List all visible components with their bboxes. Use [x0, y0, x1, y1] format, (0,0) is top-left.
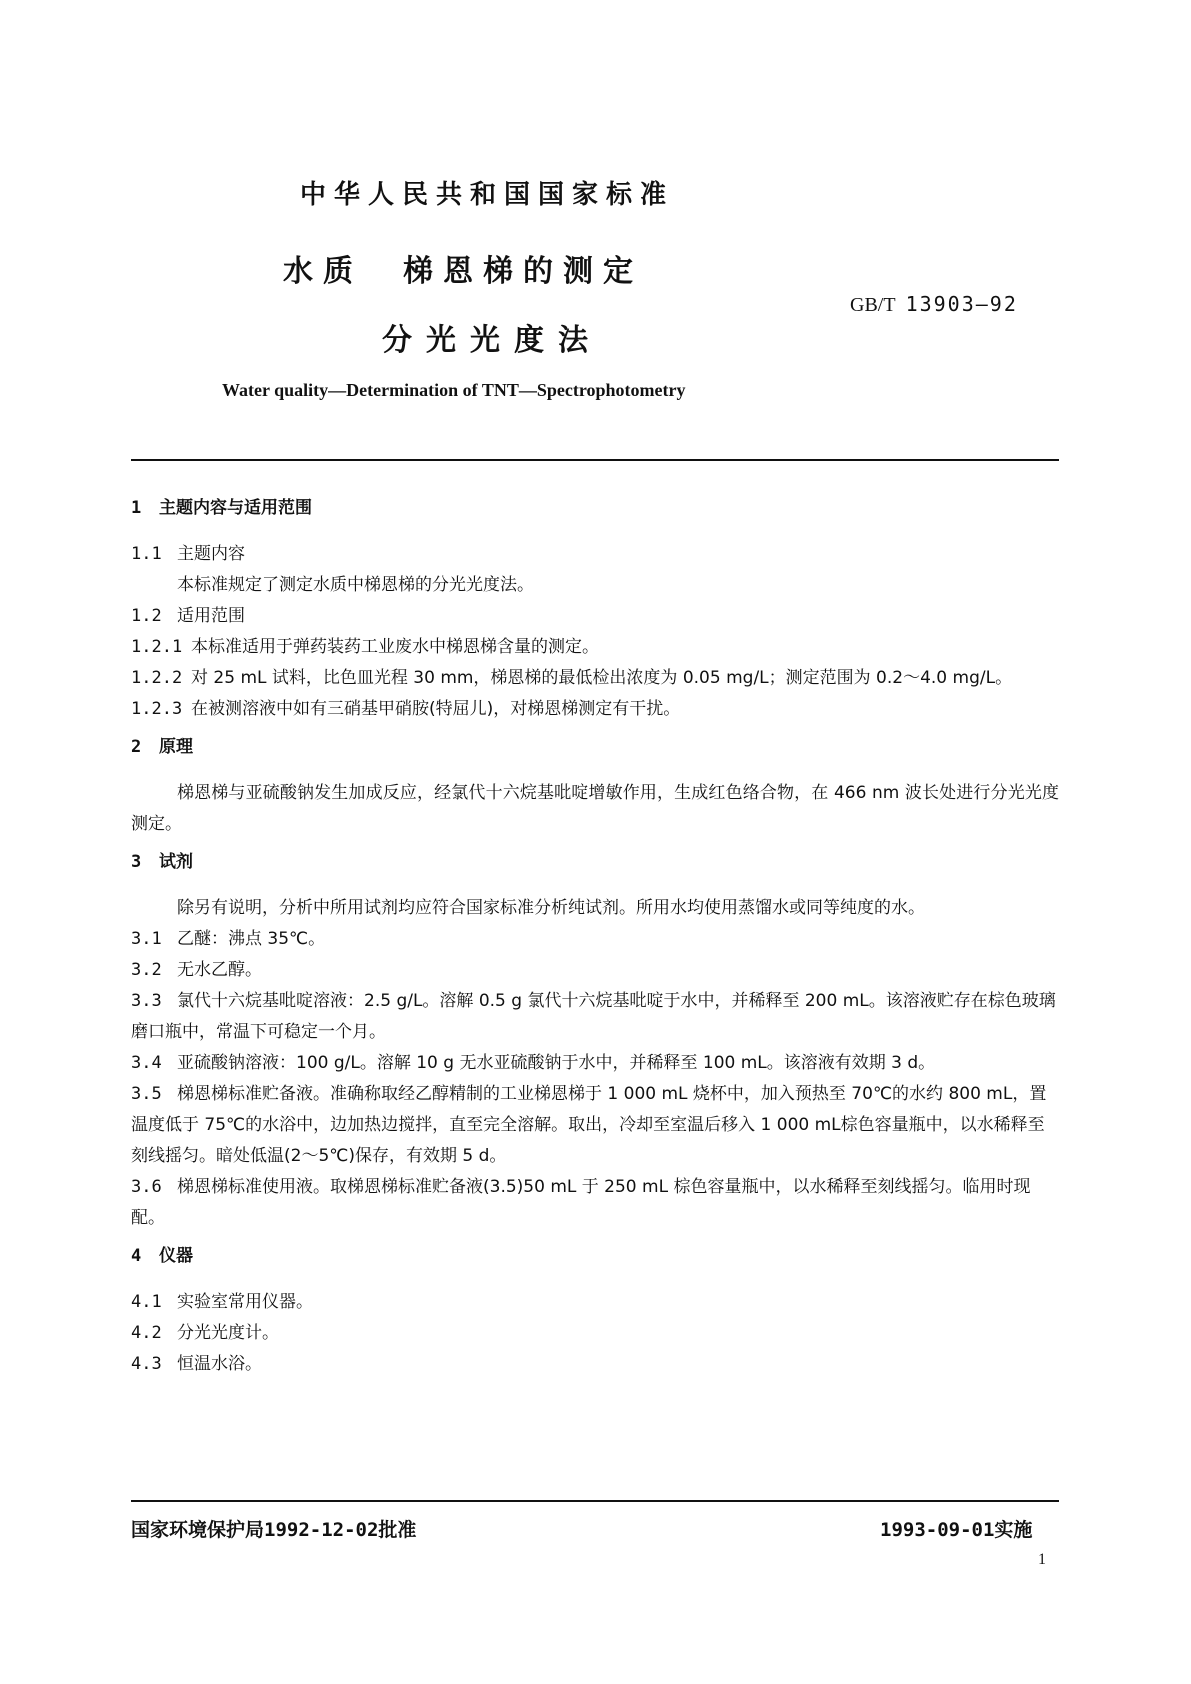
- document-body: [131, 493, 1059, 1380]
- clause-text: 在被测溶液中如有三硝基甲硝胺(特屈儿)，对梯恩梯测定有干扰。: [191, 699, 681, 719]
- clause-text: 实验室常用仪器。: [177, 1292, 313, 1312]
- approval-date: 1992-12-02: [264, 1519, 379, 1541]
- clause-text: 乙醚：沸点 35℃。: [177, 929, 326, 949]
- clause-3-5: [131, 1079, 1059, 1172]
- clause-1-1-heading: [131, 539, 1059, 570]
- approval-org: 国家环境保护局: [131, 1519, 265, 1541]
- section-4-heading: [131, 1241, 1059, 1272]
- clause-3-4: [131, 1048, 1059, 1079]
- clause-number: 1.2.3: [131, 699, 183, 719]
- approval-info: [131, 1515, 416, 1542]
- section-1-heading: [131, 493, 1059, 524]
- clause-number: 1.2: [131, 606, 162, 626]
- standard-type-heading: 中华人民共和国国家标准: [300, 180, 675, 210]
- clause-1-1-text: 本标准规定了测定水质中梯恩梯的分光光度法。: [177, 575, 534, 595]
- section-title: 主题内容与适用范围: [159, 498, 312, 518]
- section-title: 仪器: [159, 1246, 193, 1266]
- clause-text: 梯恩梯标准贮备液。准确称取经乙醇精制的工业梯恩梯于 1 000 mL 烧杯中，加入预热至 70℃的水约 800 mL，置温度低于 75℃的水浴中，边加热边搅拌，直至完全溶解。取出，冷却至室温后移入 1 000 mL棕色容量瓶中，以水稀释至刻线摇匀。暗处低温(2～5℃)保存，有效期 5 d。: [131, 1084, 1047, 1166]
- section-title: 原理: [159, 737, 193, 757]
- clause-number: 1.2.2: [131, 668, 183, 688]
- document-title: 水质 梯恩梯的测定: [283, 254, 643, 289]
- clause-number: 3.1: [131, 929, 162, 949]
- section-2-text: 梯恩梯与亚硫酸钠发生加成反应，经氯代十六烷基吡啶增敏作用，生成红色络合物，在 466 nm 波长处进行分光光度测定。: [131, 783, 1059, 834]
- clause-title: 主题内容: [177, 544, 245, 564]
- approval-label: 批准: [378, 1519, 417, 1541]
- section-2-heading: [131, 732, 1059, 763]
- page-number: 1: [1038, 1551, 1046, 1568]
- clause-number: 4.1: [131, 1292, 162, 1312]
- clause-1-2-2: [131, 663, 1059, 694]
- clause-text: 氯代十六烷基吡啶溶液：2.5 g/L。溶解 0.5 g 氯代十六烷基吡啶于水中，并稀释至 200 mL。该溶液贮存在棕色玻璃磨口瓶中，常温下可稳定一个月。: [131, 991, 1056, 1042]
- clause-text: 梯恩梯标准使用液。取梯恩梯标准贮备液(3.5)50 mL 于 250 mL 棕色容量瓶中，以水稀释至刻线摇匀。临用时现配。: [131, 1177, 1031, 1228]
- clause-3-6: [131, 1172, 1059, 1234]
- clause-number: 4.2: [131, 1323, 162, 1343]
- clause-4-3: [131, 1349, 1059, 1380]
- clause-4-1: [131, 1287, 1059, 1318]
- clause-1-2-heading: [131, 601, 1059, 632]
- clause-number: 1.1: [131, 544, 162, 564]
- english-title: Water quality—Determination of TNT—Spectrophotometry: [222, 380, 686, 400]
- clause-number: 3.3: [131, 991, 162, 1011]
- clause-4-2: [131, 1318, 1059, 1349]
- standard-code-prefix: GB/T: [850, 294, 896, 316]
- footer-divider: [131, 1500, 1059, 1502]
- standard-code: [850, 292, 1018, 317]
- clause-title: 适用范围: [177, 606, 245, 626]
- clause-number: 1.2.1: [131, 637, 183, 657]
- clause-3-3: [131, 986, 1059, 1048]
- clause-text: 分光光度计。: [177, 1323, 279, 1343]
- section-title: 试剂: [159, 852, 193, 872]
- clause-1-2-3: [131, 694, 1059, 725]
- clause-3-2: [131, 955, 1059, 986]
- clause-text: 无水乙醇。: [177, 960, 262, 980]
- section-number: 1: [131, 498, 142, 518]
- effective-label: 实施: [994, 1519, 1033, 1541]
- clause-text: 恒温水浴。: [177, 1354, 262, 1374]
- section-number: 2: [131, 737, 142, 757]
- effective-date: 1993-09-01: [880, 1519, 995, 1541]
- section-number: 3: [131, 852, 142, 872]
- header-divider: [131, 459, 1059, 461]
- standard-code-number: 13903—92: [905, 292, 1018, 316]
- clause-number: 3.5: [131, 1084, 162, 1104]
- section-3-intro: 除另有说明，分析中所用试剂均应符合国家标准分析纯试剂。所用水均使用蒸馏水或同等纯度的水。: [177, 898, 925, 918]
- clause-text: 亚硫酸钠溶液：100 g/L。溶解 10 g 无水亚硫酸钠于水中，并稀释至 100 mL。该溶液有效期 3 d。: [177, 1053, 936, 1073]
- section-number: 4: [131, 1246, 142, 1266]
- clause-text: 本标准适用于弹药装药工业废水中梯恩梯含量的测定。: [191, 637, 599, 657]
- clause-number: 3.6: [131, 1177, 162, 1197]
- clause-text: 对 25 mL 试料，比色皿光程 30 mm，梯恩梯的最低检出浓度为 0.05 mg/L；测定范围为 0.2～4.0 mg/L。: [191, 668, 1013, 688]
- clause-number: 4.3: [131, 1354, 162, 1374]
- clause-number: 3.2: [131, 960, 162, 980]
- document-subtitle: 分光光度法: [382, 323, 602, 358]
- clause-number: 3.4: [131, 1053, 162, 1073]
- effective-info: [880, 1515, 1032, 1542]
- section-3-heading: [131, 847, 1059, 878]
- clause-3-1: [131, 924, 1059, 955]
- clause-1-2-1: [131, 632, 1059, 663]
